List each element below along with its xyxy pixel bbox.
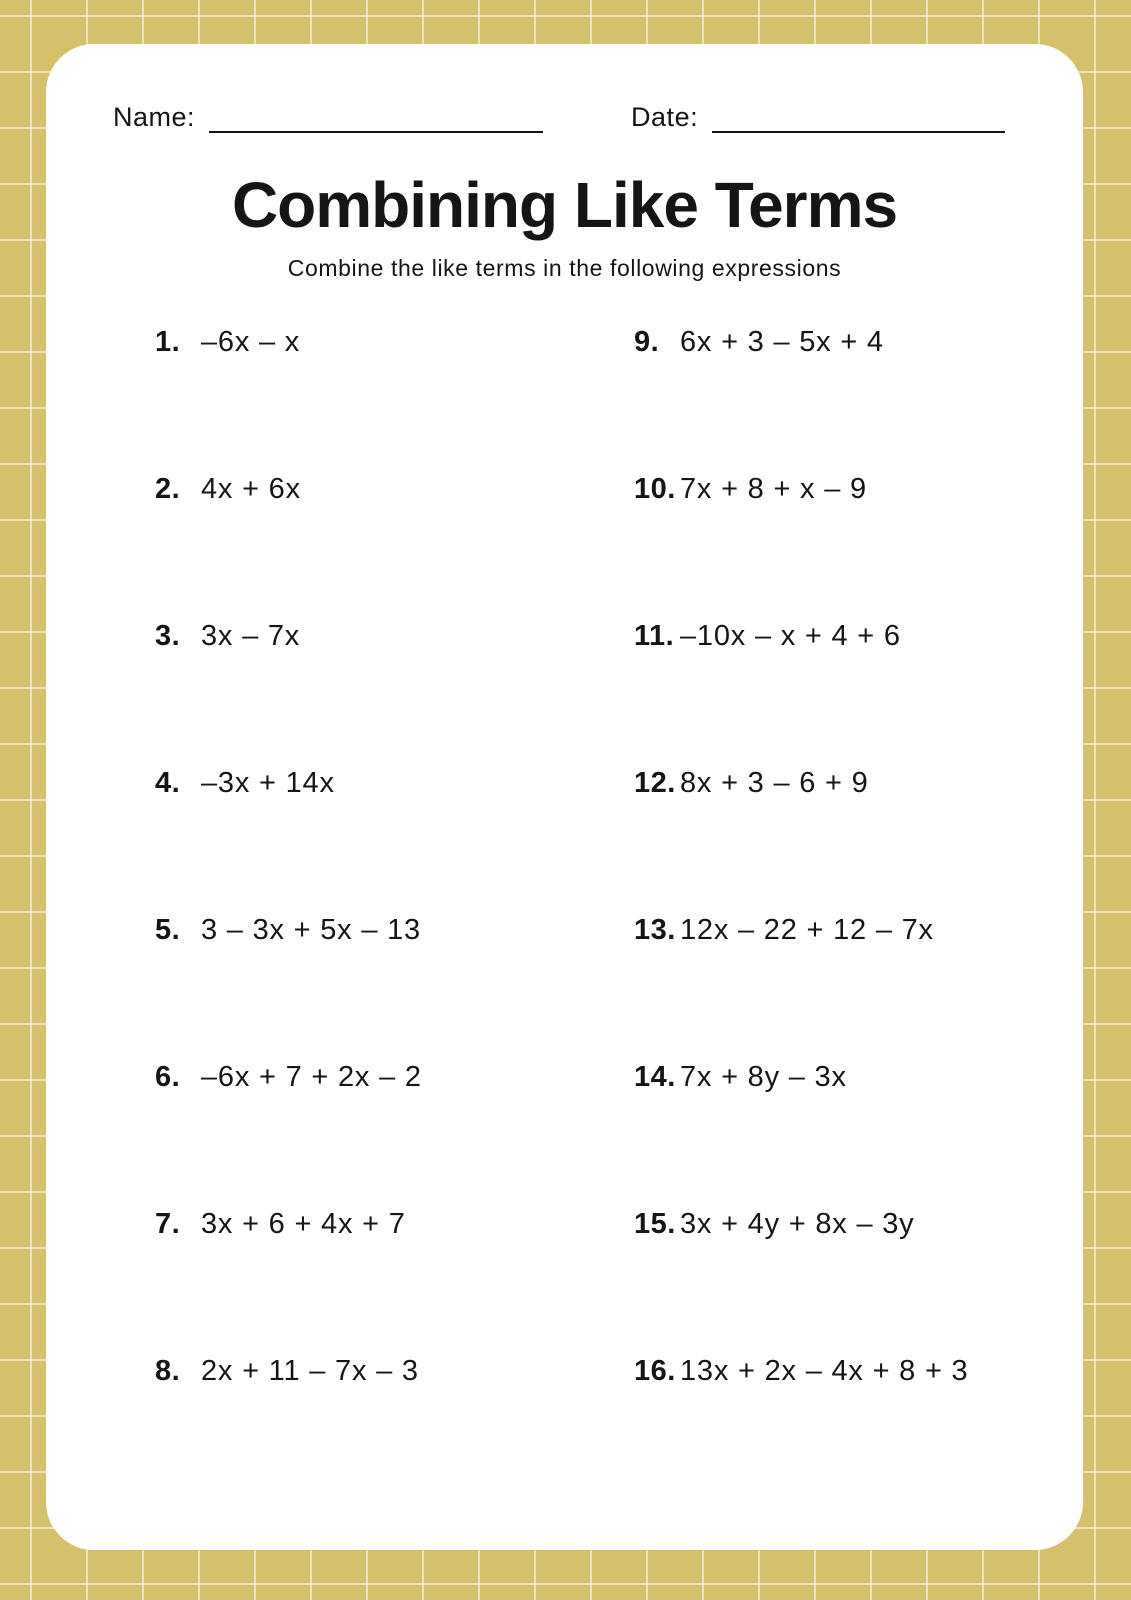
problem-number: 4. xyxy=(155,767,181,799)
problem-number: 8. xyxy=(155,1355,181,1387)
problem-expression: –10x – x + 4 + 6 xyxy=(680,620,901,652)
problem-expression: 3 – 3x + 5x – 13 xyxy=(201,914,421,946)
problem-expression: –6x – x xyxy=(201,326,301,358)
date-label: Date: xyxy=(631,102,699,132)
name-field xyxy=(113,102,543,135)
problem-number: 14. xyxy=(634,1061,676,1093)
problem-item-11 xyxy=(634,619,1053,766)
problem-number: 6. xyxy=(155,1061,181,1093)
problem-expression: 7x + 8y – 3x xyxy=(680,1061,847,1093)
problem-number: 7. xyxy=(155,1208,181,1240)
problem-number: 9. xyxy=(634,326,660,358)
problem-number: 16. xyxy=(634,1355,676,1387)
problem-expression: 3x + 6 + 4x + 7 xyxy=(201,1208,406,1240)
problem-item-13 xyxy=(634,913,1053,1060)
problem-expression: 2x + 11 – 7x – 3 xyxy=(201,1355,419,1387)
problem-expression: 7x + 8 + x – 9 xyxy=(680,473,867,505)
problem-item-8 xyxy=(155,1354,604,1501)
problems-column-right xyxy=(604,325,1053,1501)
date-input-line[interactable] xyxy=(712,130,1005,133)
name-label: Name: xyxy=(113,102,196,132)
problem-expression: –3x + 14x xyxy=(201,767,335,799)
problems-column-left xyxy=(155,325,604,1501)
problem-item-1 xyxy=(155,325,604,472)
problem-number: 1. xyxy=(155,326,181,358)
problem-expression: 4x + 6x xyxy=(201,473,301,505)
problem-expression: 3x + 4y + 8x – 3y xyxy=(680,1208,915,1240)
problem-item-5 xyxy=(155,913,604,1060)
problem-expression: 8x + 3 – 6 + 9 xyxy=(680,767,869,799)
problem-item-14 xyxy=(634,1060,1053,1207)
problem-expression: –6x + 7 + 2x – 2 xyxy=(201,1061,422,1093)
problem-item-4 xyxy=(155,766,604,913)
problem-expression: 6x + 3 – 5x + 4 xyxy=(680,326,884,358)
date-field xyxy=(631,102,1005,135)
problem-item-6 xyxy=(155,1060,604,1207)
problem-number: 2. xyxy=(155,473,181,505)
problem-expression: 3x – 7x xyxy=(201,620,301,652)
problem-item-12 xyxy=(634,766,1053,913)
problem-number: 10. xyxy=(634,473,676,505)
header-row xyxy=(46,44,1083,135)
page-title: Combining Like Terms xyxy=(231,169,898,241)
problem-number: 12. xyxy=(634,767,676,799)
problem-number: 13. xyxy=(634,914,676,946)
page-subtitle: Combine the like terms in the following expressions xyxy=(287,255,842,281)
problem-item-16 xyxy=(634,1354,1053,1501)
problem-item-7 xyxy=(155,1207,604,1354)
problem-number: 11. xyxy=(634,620,675,652)
worksheet-card xyxy=(46,44,1083,1550)
problem-item-10 xyxy=(634,472,1053,619)
problem-expression: 12x – 22 + 12 – 7x xyxy=(680,914,934,946)
problem-item-3 xyxy=(155,619,604,766)
problem-expression: 13x + 2x – 4x + 8 + 3 xyxy=(680,1355,969,1387)
problem-item-9 xyxy=(634,325,1053,472)
problems-grid xyxy=(46,325,1083,1501)
problem-item-2 xyxy=(155,472,604,619)
problem-number: 15. xyxy=(634,1208,676,1240)
problem-number: 3. xyxy=(155,620,181,652)
name-input-line[interactable] xyxy=(209,130,543,133)
problem-item-15 xyxy=(634,1207,1053,1354)
problem-number: 5. xyxy=(155,914,181,946)
